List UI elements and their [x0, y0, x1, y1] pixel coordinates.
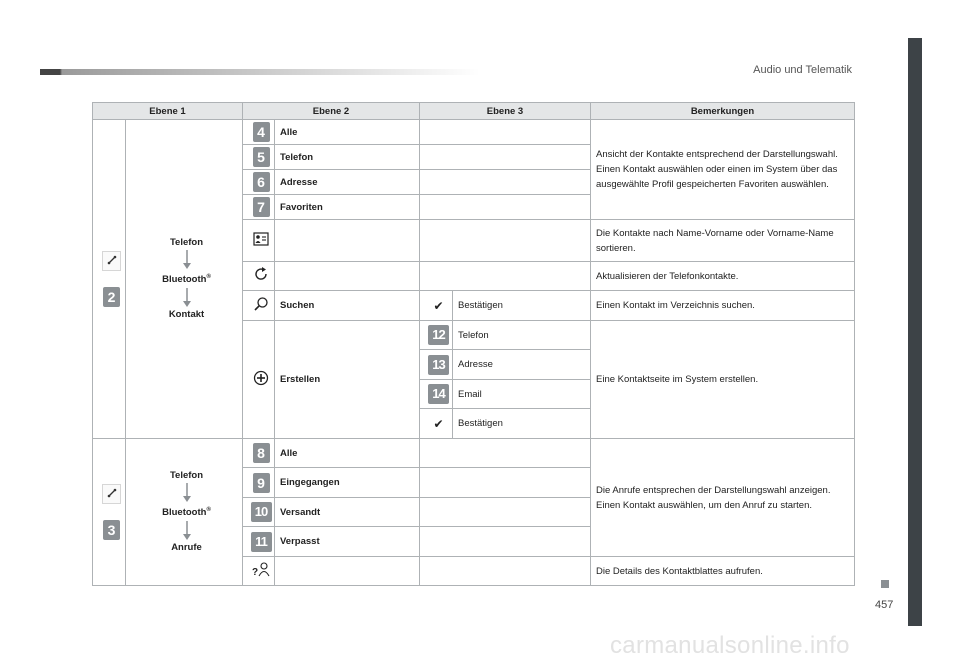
item-label: Bestätigen	[453, 409, 591, 439]
contact-details-icon	[251, 561, 271, 581]
item-label: Favoriten	[275, 195, 420, 220]
item-label: Adresse	[453, 350, 591, 380]
table-header-row	[93, 103, 855, 120]
table-row	[93, 120, 855, 145]
flow-step: Bluetooth®	[162, 274, 211, 286]
flow-step: Anrufe	[171, 541, 202, 553]
section-title: Audio und Telematik	[753, 64, 852, 76]
level1-icon-cell	[93, 439, 126, 586]
item-badge: 11	[251, 532, 272, 552]
col-header-ebene1: Ebene 1	[93, 103, 243, 120]
arrow-down-icon	[182, 288, 192, 308]
phone-handset-icon	[102, 484, 121, 504]
item-badge: 4	[253, 122, 270, 142]
remark: Die Kontakte nach Name-Vorname oder Vorname-Name sortieren.	[591, 220, 855, 262]
remark: Die Details des Kontaktblattes aufrufen.	[591, 557, 855, 586]
item-badge: 6	[253, 172, 270, 192]
item-badge: 14	[428, 384, 449, 404]
contact-card-icon	[253, 232, 269, 250]
checkmark-icon: ✔	[433, 298, 444, 313]
item-label: Suchen	[275, 291, 420, 321]
item-label: Erstellen	[275, 321, 420, 439]
level1-flow-cell	[126, 439, 243, 586]
item-label: Alle	[275, 439, 420, 468]
level-badge: 3	[103, 520, 120, 540]
item-label: Eingegangen	[275, 468, 420, 498]
remark: Einen Kontakt im Verzeichnis suchen.	[591, 291, 855, 321]
item-badge: 9	[253, 473, 270, 493]
remark: Eine Kontaktseite im System erstellen.	[591, 321, 855, 439]
page-marker	[881, 580, 889, 588]
item-label: Adresse	[275, 170, 420, 195]
item-label: Email	[453, 380, 591, 409]
item-badge: 5	[253, 147, 270, 167]
remark: Aktualisieren der Telefonkontakte.	[591, 262, 855, 291]
arrow-down-icon	[182, 250, 192, 270]
svg-text:?: ?	[252, 567, 259, 577]
page-number: 457	[875, 599, 894, 611]
checkmark-icon: ✔	[433, 416, 444, 431]
phone-handset-icon	[102, 251, 121, 271]
menu-reference-table	[92, 102, 855, 586]
flow-step: Bluetooth®	[162, 507, 211, 519]
remark: Ansicht der Kontakte entsprechend der Darstellungswahl. Einen Kontakt auswählen oder einen im System über das ausgewählte Profil gespeicherten Favoriten auswählen.	[591, 120, 855, 220]
flow-step: Telefon	[169, 237, 204, 249]
item-label: Bestätigen	[453, 291, 591, 321]
remark: Die Anrufe entsprechen der Darstellungswahl anzeigen. Einen Kontakt auswählen, um den Anruf zu starten.	[591, 439, 855, 557]
item-badge: 7	[253, 197, 270, 217]
flow-step: Kontakt	[168, 308, 205, 320]
item-label: Versandt	[275, 498, 420, 527]
watermark: carmanualsonline.info	[610, 632, 850, 659]
item-label: Verpasst	[275, 527, 420, 557]
level-badge: 2	[103, 287, 120, 307]
item-badge: 10	[251, 502, 272, 522]
col-header-bemerkungen: Bemerkungen	[591, 103, 855, 120]
plus-circle-icon	[253, 370, 269, 390]
item-badge: 13	[428, 355, 449, 375]
item-badge: 8	[253, 443, 270, 463]
item-label: Telefon	[275, 145, 420, 170]
col-header-ebene2: Ebene 2	[243, 103, 420, 120]
page-edge-strip	[908, 38, 922, 626]
level1-flow-cell	[126, 120, 243, 439]
flow-step: Telefon	[169, 470, 204, 482]
header-gradient-line	[40, 69, 480, 75]
magnifier-icon	[253, 296, 269, 316]
arrow-down-icon	[182, 483, 192, 503]
col-header-ebene3: Ebene 3	[420, 103, 591, 120]
item-badge: 12	[428, 325, 449, 345]
item-label: Alle	[275, 120, 420, 145]
item-label: Telefon	[453, 321, 591, 350]
refresh-icon	[253, 266, 269, 286]
level1-icon-cell	[93, 120, 126, 439]
arrow-down-icon	[182, 521, 192, 541]
table-row	[93, 439, 855, 468]
